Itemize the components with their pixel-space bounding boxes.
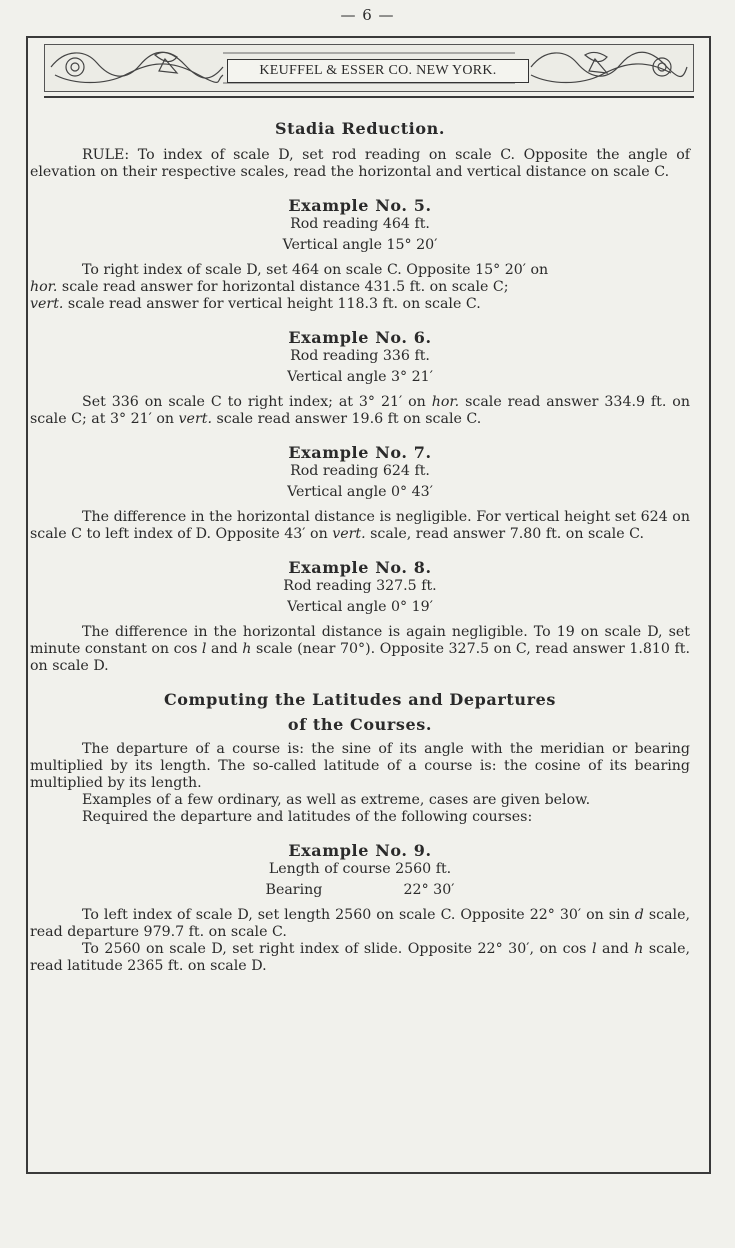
header-banner (44, 44, 694, 92)
h-symbol: h (242, 641, 252, 657)
required-paragraph: Required the departure and latitudes of the following courses: (82, 809, 533, 825)
text-segment: The difference in the horizontal distance is again negligible. To 19 on scale D, set minute constant on cos (30, 624, 690, 657)
example-5-paragraph (30, 262, 690, 313)
text-segment: The difference in the horizontal distance is negligible. For vertical height set 624 on scale C to left index of D. Opposite 43′ on (30, 509, 690, 542)
example-7-paragraph (30, 509, 690, 543)
vert-abbrev: vert. (332, 526, 366, 542)
text-segment: scale read answer 334.9 ft. on scale C; at 3° 21′ on (30, 394, 690, 427)
example-7-vertical-angle: Vertical angle 0° 43′ (287, 484, 433, 500)
banner-label: KEUFFEL & ESSER CO. NEW YORK. (227, 59, 529, 83)
examples-intro-paragraph: Examples of a few ordinary, as well as extreme, cases are given below. (82, 792, 591, 808)
text-segment: scale, read answer 7.80 ft. on scale C. (365, 526, 644, 542)
text-segment: and (596, 941, 635, 957)
example-8-vertical-angle: Vertical angle 0° 19′ (287, 599, 433, 615)
example-5-title: Example No. 5. (288, 196, 432, 215)
text-segment: scale read answer 19.6 ft on scale C. (211, 411, 482, 427)
example-9-paragraph-1 (30, 907, 690, 941)
example-8-rod-reading: Rod reading 327.5 ft. (283, 578, 437, 594)
cos-l-symbol: l (591, 941, 597, 957)
example-6-paragraph (30, 394, 690, 428)
section-title-stadia: Stadia Reduction. (274, 119, 446, 138)
text-segment: scale read answer for vertical height 118.3 ft. on scale C. (63, 296, 481, 312)
example-9-paragraph-2 (30, 941, 690, 975)
example-6-rod-reading: Rod reading 336 ft. (290, 348, 430, 364)
section-title-latitudes-line2: of the Courses. (287, 715, 433, 734)
hor-abbrev: hor. (30, 279, 58, 295)
header-rule (44, 96, 694, 98)
example-9-length: Length of course 2560 ft. (268, 861, 452, 877)
text-segment: To left index of scale D, set length 2560 on scale C. Opposite 22° 30′ on sin (82, 907, 635, 923)
example-9-bearing: Bearing 22° 30′ (265, 882, 455, 898)
example-8-title: Example No. 8. (288, 558, 432, 577)
text-segment: Set 336 on scale C to right index; at 3° 21′ on (82, 394, 432, 410)
text-segment: To right index of scale D, set 464 on scale C. Opposite 15° 20′ on (82, 262, 549, 278)
rule-paragraph: RULE: To index of scale D, set rod reading on scale C. Opposite the angle of elevation on their respective scales, read the horizontal and vertical distance on scale C. (30, 147, 690, 180)
page-number: — 6 — (340, 6, 395, 24)
cos-l-symbol: l (201, 641, 207, 657)
example-8-paragraph (30, 624, 690, 675)
text-segment: scale read answer for horizontal distance 431.5 ft. on scale C; (57, 279, 509, 295)
vert-abbrev: vert. (30, 296, 64, 312)
example-5-rod-reading: Rod reading 464 ft. (290, 216, 430, 232)
text-segment: and (206, 641, 243, 657)
example-9-title: Example No. 9. (288, 841, 432, 860)
text-segment: scale, read latitude 2365 ft. on scale D. (30, 941, 691, 974)
h-symbol: h (634, 941, 644, 957)
sin-d-symbol: d (634, 907, 644, 923)
example-7-rod-reading: Rod reading 624 ft. (290, 463, 430, 479)
departure-definition-paragraph: The departure of a course is: the sine of its angle with the meridian or bearing multiplied by its length. The so-called latitude of a course is: the cosine of its bearing multiplied by its length. (30, 741, 690, 791)
text-segment: scale, read departure 979.7 ft. on scale C. (30, 907, 690, 940)
text-segment: scale (near 70°). Opposite 327.5 on C, read answer 1.810 ft. on scale D. (30, 641, 690, 674)
page-content (30, 120, 690, 975)
vert-abbrev: vert. (178, 411, 212, 427)
text-segment: To 2560 on scale D, set right index of slide. Opposite 22° 30′, on cos (82, 941, 592, 957)
example-7-title: Example No. 7. (288, 443, 432, 462)
hor-abbrev: hor. (431, 394, 460, 410)
section-title-latitudes: Computing the Latitudes and Departures (163, 690, 557, 709)
example-6-vertical-angle: Vertical angle 3° 21′ (287, 369, 433, 385)
example-6-title: Example No. 6. (288, 328, 432, 347)
example-5-vertical-angle: Vertical angle 15° 20′ (282, 237, 438, 253)
